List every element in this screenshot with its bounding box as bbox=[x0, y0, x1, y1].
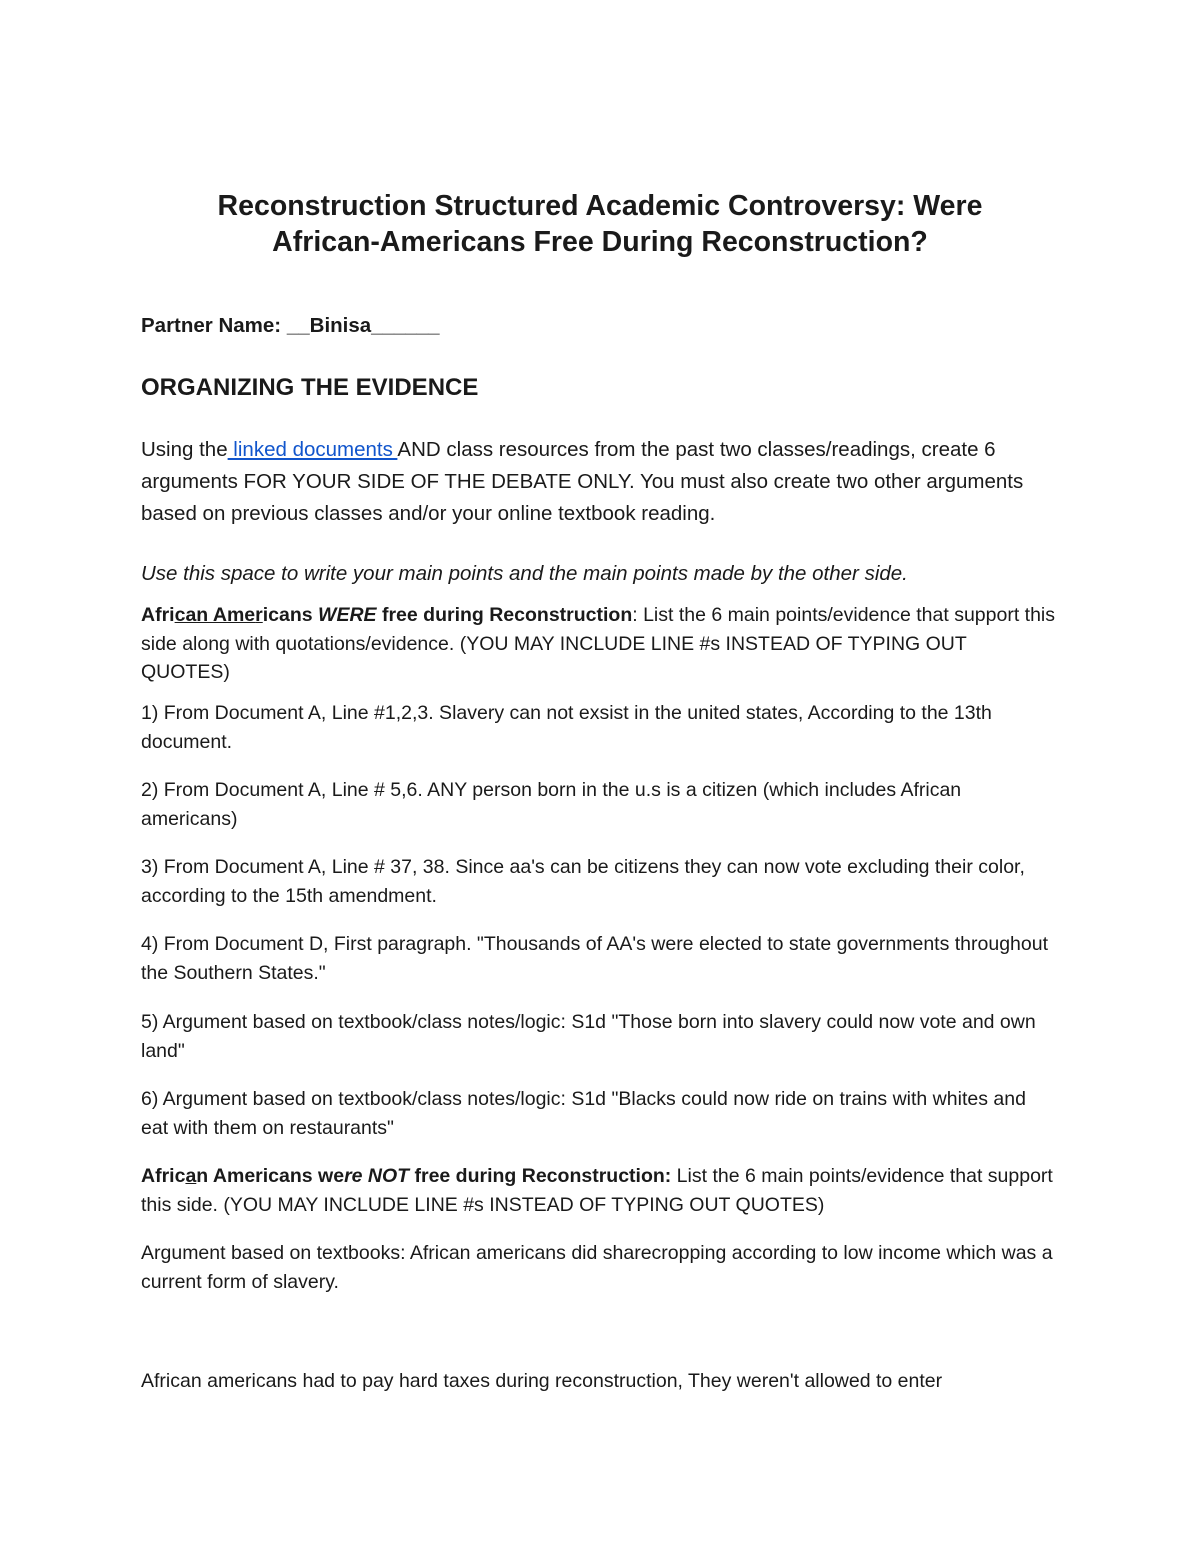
not-free-heading-text-2: a bbox=[185, 1165, 197, 1187]
not-free-argument-1: Argument based on textbooks: African americans did sharecropping according to low income which was a current form of slavery. bbox=[141, 1242, 1053, 1293]
were-free-heading-text-2: can Ame bbox=[174, 604, 256, 626]
not-free-heading-text-3: n Americans we bbox=[196, 1165, 345, 1187]
were-free-heading-paragraph bbox=[141, 601, 1056, 687]
not-free-prompt: List the 6 main points/evidence that support this side. (YOU MAY INCLUDE LINE #s INSTEAD OF TYPING OUT QUOTES) bbox=[141, 1165, 1053, 1216]
were-free-point-5: 5) Argument based on textbook/class notes/logic: S1d "Those born into slavery could now vote and own land" bbox=[141, 1011, 1036, 1062]
document-title bbox=[0, 188, 1200, 260]
partner-name-line bbox=[141, 314, 440, 338]
were-free-emphasis: WERE bbox=[318, 604, 377, 626]
not-free-emphasis: re NOT bbox=[344, 1165, 410, 1187]
intro-before-link: Using the bbox=[141, 438, 228, 461]
not-free-heading bbox=[141, 1165, 671, 1187]
were-free-point-1: 1) From Document A, Line #1,2,3. Slavery can not exsist in the united states, According to the 13th document. bbox=[141, 702, 992, 753]
were-free-heading-text-1: Afri bbox=[141, 604, 175, 626]
were-free-heading-text-5: free during Reconstruction bbox=[376, 604, 633, 626]
not-free-heading-text-4: free during Reconstruction: bbox=[409, 1165, 672, 1187]
instruction-text: Use this space to write your main points and the main points made by the other side. bbox=[141, 562, 908, 585]
title-line-2: African-Americans Free During Reconstruction? bbox=[272, 226, 928, 258]
were-free-point-4: 4) From Document D, First paragraph. "Thousands of AA's were elected to state governments throughout the Southern States." bbox=[141, 933, 1049, 984]
linked-documents-link[interactable]: linked documents bbox=[227, 438, 398, 461]
partner-value: __Binisa______ bbox=[286, 314, 440, 337]
were-free-heading-text-3: r bbox=[255, 604, 263, 626]
intro-after-link: AND class resources from the past two classes/readings, create 6 arguments FOR YOUR SIDE OF THE DEBATE ONLY. You must also create two other arguments based on previous classes and/or your online textbook reading. bbox=[141, 438, 1024, 525]
were-free-point-3: 3) From Document A, Line # 37, 38. Since aa's can be citizens they can now vote excluding their color, according to the 15th amendment. bbox=[141, 856, 1025, 907]
not-free-heading-text-1: Afric bbox=[141, 1165, 186, 1187]
not-free-argument-2: African americans had to pay hard taxes during reconstruction, They weren't allowed to enter bbox=[141, 1370, 943, 1392]
intro-paragraph bbox=[141, 434, 1056, 530]
not-free-heading-paragraph bbox=[141, 1162, 1056, 1219]
were-free-point-2: 2) From Document A, Line # 5,6. ANY person born in the u.s is a citizen (which includes African americans) bbox=[141, 779, 962, 830]
partner-label: Partner Name: bbox=[141, 314, 282, 337]
title-line-1: Reconstruction Structured Academic Controversy: Were bbox=[217, 190, 983, 222]
were-free-point-6: 6) Argument based on textbook/class notes/logic: S1d "Blacks could now ride on trains with whites and eat with them on restaurants" bbox=[141, 1088, 1026, 1139]
section-heading: ORGANIZING THE EVIDENCE bbox=[141, 374, 479, 401]
were-free-colon: : bbox=[632, 604, 638, 626]
were-free-prompt: List the 6 main points/evidence that support this side along with quotations/evidence. (YOU MAY INCLUDE LINE #s INSTEAD OF TYPING OUT QUOTES) bbox=[141, 604, 1055, 683]
were-free-heading-text-4: icans bbox=[262, 604, 319, 626]
were-free-heading bbox=[141, 604, 632, 626]
